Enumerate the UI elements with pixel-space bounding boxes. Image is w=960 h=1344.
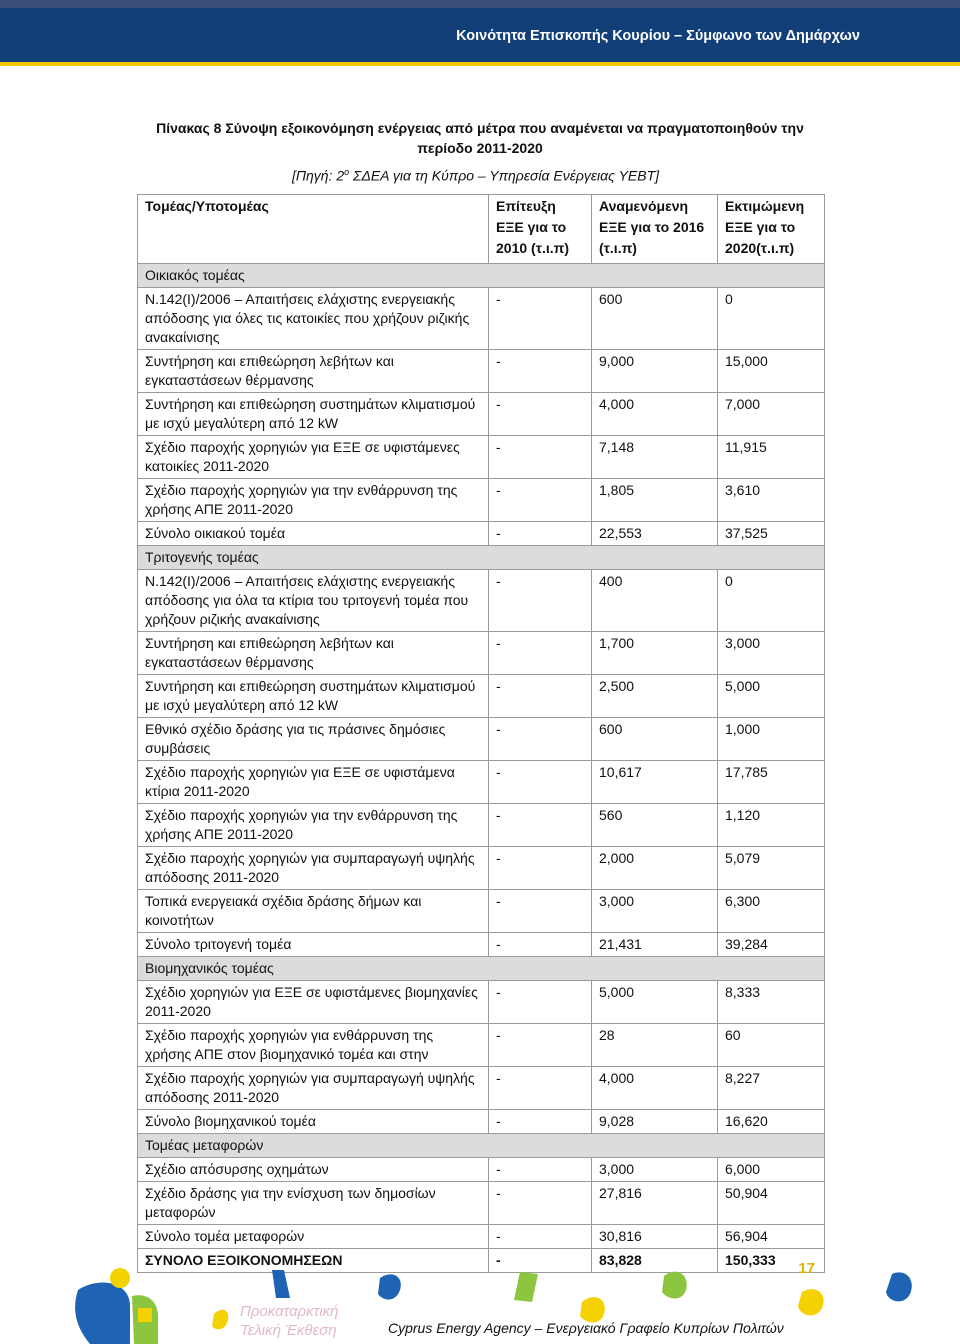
table-body (138, 195, 825, 1273)
value-2010-cell: - (489, 393, 592, 436)
value-2020-cell: 1,120 (718, 804, 825, 847)
top-strip (0, 0, 960, 8)
value-2016-cell: 600 (592, 718, 718, 761)
value-2020-cell: 11,915 (718, 436, 825, 479)
leaf-shape-6 (662, 1272, 687, 1299)
source-suffix: ΣΔΕΑ για τη Κύπρο – Υπηρεσία Ενέργειας ΥΕΒΤ] (349, 167, 660, 184)
value-2010-cell: - (489, 350, 592, 393)
draft-watermark (240, 1302, 339, 1340)
leaf-shape-4 (514, 1272, 538, 1302)
table-row (138, 1225, 825, 1249)
value-2016-cell: 400 (592, 570, 718, 632)
header-2016: Αναμενόμενη ΕΞΕ για το 2016 (τ.ι.π) (592, 195, 718, 264)
logo-yellow-dot (110, 1268, 130, 1288)
section-label: Βιομηχανικός τομέας (138, 957, 825, 981)
value-2016-cell: 7,148 (592, 436, 718, 479)
value-2010-cell: - (489, 570, 592, 632)
value-2010-cell: - (489, 1182, 592, 1225)
table-row (138, 288, 825, 350)
table-row (138, 847, 825, 890)
value-2020-cell: 7,000 (718, 393, 825, 436)
value-2010-cell: - (489, 675, 592, 718)
value-2020-cell: 5,000 (718, 675, 825, 718)
table-header-row (138, 195, 825, 264)
value-2010-cell: - (489, 1067, 592, 1110)
measure-cell: Σχέδιο παροχής χορηγιών για συμπαραγωγή υψηλής απόδοσης 2011-2020 (138, 1067, 489, 1110)
value-2016-cell: 9,000 (592, 350, 718, 393)
value-2010-cell: - (489, 804, 592, 847)
value-2020-cell: 37,525 (718, 522, 825, 546)
table-row (138, 1110, 825, 1134)
value-2020-cell: 1,000 (718, 718, 825, 761)
draft-line-1: Προκαταρκτική (240, 1303, 339, 1320)
caption-line-2: περίοδο 2011-2020 (417, 140, 543, 156)
leaf-shape-3 (378, 1274, 401, 1299)
value-2020-cell: 8,333 (718, 981, 825, 1024)
value-2016-cell: 83,828 (592, 1249, 718, 1273)
value-2016-cell: 5,000 (592, 981, 718, 1024)
logo-blue-shape (75, 1283, 130, 1344)
section-label: Τομέας μεταφορών (138, 1134, 825, 1158)
value-2016-cell: 30,816 (592, 1225, 718, 1249)
page-number: 17 (798, 1260, 815, 1277)
value-2020-cell: 39,284 (718, 933, 825, 957)
value-2020-cell: 16,620 (718, 1110, 825, 1134)
value-2010-cell: - (489, 632, 592, 675)
table-caption (120, 118, 840, 158)
table-row (138, 393, 825, 436)
section-row (138, 957, 825, 981)
value-2010-cell: - (489, 981, 592, 1024)
value-2016-cell: 4,000 (592, 393, 718, 436)
section-row (138, 264, 825, 288)
measure-cell: Συντήρηση και επιθεώρηση λεβήτων και εγκαταστάσεων θέρμανσης (138, 632, 489, 675)
measure-cell: Σχέδιο παροχής χορηγιών για συμπαραγωγή υψηλής απόδοσης 2011-2020 (138, 847, 489, 890)
measure-cell: Ν.142(Ι)/2006 – Απαιτήσεις ελάχιστης ενεργειακής απόδοσης για όλες τις κατοικίες που χρήζουν ριζικής ανακαίνισης (138, 288, 489, 350)
value-2016-cell: 9,028 (592, 1110, 718, 1134)
source-superscript: ο (344, 167, 350, 177)
value-2010-cell: - (489, 718, 592, 761)
value-2016-cell: 27,816 (592, 1182, 718, 1225)
measure-cell: Τοπικά ενεργειακά σχέδια δράσης δήμων και κοινοτήτων (138, 890, 489, 933)
table-row (138, 804, 825, 847)
value-2010-cell: - (489, 1249, 592, 1273)
value-2016-cell: 1,805 (592, 479, 718, 522)
table-source (292, 167, 659, 184)
value-2020-cell: 6,300 (718, 890, 825, 933)
logo-yellow-square (138, 1308, 152, 1322)
value-2010-cell: - (489, 761, 592, 804)
value-2010-cell: - (489, 847, 592, 890)
measure-cell: Σύνολο τριτογενή τομέα (138, 933, 489, 957)
table-row (138, 479, 825, 522)
table-row (138, 981, 825, 1024)
table-row (138, 1182, 825, 1225)
leaf-shape-2 (212, 1310, 228, 1330)
value-2020-cell: 8,227 (718, 1067, 825, 1110)
source-prefix: [Πηγή: 2 (292, 167, 345, 184)
measure-cell: Σχέδιο χορηγιών για ΕΞΕ σε υφιστάμενες βιομηχανίες 2011-2020 (138, 981, 489, 1024)
value-2010-cell: - (489, 1110, 592, 1134)
measure-cell: Εθνικό σχέδιο δράσης για τις πράσινες δημόσιες συμβάσεις (138, 718, 489, 761)
value-2010-cell: - (489, 1225, 592, 1249)
measure-cell: Συντήρηση και επιθεώρηση συστημάτων κλιματισμού με ισχύ μεγαλύτερη από 12 kW (138, 393, 489, 436)
table-row (138, 1158, 825, 1182)
value-2020-cell: 0 (718, 570, 825, 632)
value-2010-cell: - (489, 1158, 592, 1182)
header-2020: Εκτιμώμενη ΕΞΕ για το 2020(τ.ι.π) (718, 195, 825, 264)
table-row (138, 522, 825, 546)
value-2016-cell: 10,617 (592, 761, 718, 804)
value-2020-cell: 56,904 (718, 1225, 825, 1249)
value-2020-cell: 50,904 (718, 1182, 825, 1225)
measure-cell: Σχέδιο παροχής χορηγιών για ΕΞΕ σε υφιστάμενα κτίρια 2011-2020 (138, 761, 489, 804)
value-2010-cell: - (489, 1024, 592, 1067)
value-2020-cell: 3,610 (718, 479, 825, 522)
header-2010: Επίτευξη ΕΞΕ για το 2010 (τ.ι.π) (489, 195, 592, 264)
measure-cell: ΣΥΝΟΛΟ ΕΞΟΙΚΟΝΟΜΗΣΕΩΝ (138, 1249, 489, 1273)
table-row (138, 890, 825, 933)
table-row (138, 718, 825, 761)
value-2020-cell: 150,333 (718, 1249, 825, 1273)
measure-cell: Σύνολο βιομηχανικού τομέα (138, 1110, 489, 1134)
value-2016-cell: 21,431 (592, 933, 718, 957)
page-header (0, 8, 960, 62)
table-row (138, 570, 825, 632)
cyprus-energy-agency-logo (75, 1268, 158, 1344)
value-2016-cell: 2,000 (592, 847, 718, 890)
measure-cell: Σχέδιο παροχής χορηγιών για ενθάρρυνση της χρήσης ΑΠΕ στον βιομηχανικό τομέα και στην (138, 1024, 489, 1067)
header-accent-line (0, 62, 960, 66)
value-2020-cell: 15,000 (718, 350, 825, 393)
value-2010-cell: - (489, 933, 592, 957)
value-2016-cell: 28 (592, 1024, 718, 1067)
value-2016-cell: 3,000 (592, 890, 718, 933)
value-2020-cell: 5,079 (718, 847, 825, 890)
leaf-shape-7 (798, 1289, 824, 1315)
value-2016-cell: 1,700 (592, 632, 718, 675)
table-row (138, 1067, 825, 1110)
leaf-shape-8 (886, 1272, 912, 1301)
value-2010-cell: - (489, 890, 592, 933)
savings-table (137, 194, 825, 1273)
value-2010-cell: - (489, 522, 592, 546)
measure-cell: Σχέδιο παροχής χορηγιών για την ενθάρρυνση της χρήσης ΑΠΕ 2011-2020 (138, 479, 489, 522)
leaf-shape-5 (580, 1297, 605, 1322)
header-sector: Τομέας/Υποτομέας (138, 195, 489, 264)
value-2016-cell: 3,000 (592, 1158, 718, 1182)
measure-cell: Σύνολο τομέα μεταφορών (138, 1225, 489, 1249)
value-2016-cell: 600 (592, 288, 718, 350)
value-2020-cell: 0 (718, 288, 825, 350)
measure-cell: Σύνολο οικιακού τομέα (138, 522, 489, 546)
section-label: Οικιακός τομέας (138, 264, 825, 288)
section-row (138, 546, 825, 570)
value-2016-cell: 560 (592, 804, 718, 847)
measure-cell: Συντήρηση και επιθεώρηση συστημάτων κλιματισμού με ισχύ μεγαλύτερη από 12 kW (138, 675, 489, 718)
measure-cell: Σχέδιο δράσης για την ενίσχυση των δημοσίων μεταφορών (138, 1182, 489, 1225)
value-2010-cell: - (489, 479, 592, 522)
table-row (138, 675, 825, 718)
table-row (138, 933, 825, 957)
measure-cell: Σχέδιο παροχής χορηγιών για την ενθάρρυνση της χρήσης ΑΠΕ 2011-2020 (138, 804, 489, 847)
measure-cell: Σχέδιο απόσυρσης οχημάτων (138, 1158, 489, 1182)
value-2016-cell: 22,553 (592, 522, 718, 546)
measure-cell: Συντήρηση και επιθεώρηση λεβήτων και εγκαταστάσεων θέρμανσης (138, 350, 489, 393)
table-row (138, 436, 825, 479)
leaf-shape-1 (272, 1270, 290, 1298)
table-row (138, 632, 825, 675)
page-footer (0, 1262, 960, 1344)
measure-cell: Σχέδιο παροχής χορηγιών για ΕΞΕ σε υφιστάμενες κατοικίες 2011-2020 (138, 436, 489, 479)
draft-line-2: Τελική Έκθεση (240, 1322, 337, 1339)
table-row (138, 350, 825, 393)
section-row (138, 1134, 825, 1158)
table-row (138, 1024, 825, 1067)
measure-cell: Ν.142(Ι)/2006 – Απαιτήσεις ελάχιστης ενεργειακής απόδοσης για όλα τα κτίρια του τριτογενή τομέα που χρήζουν ριζικής ανακαίνισης (138, 570, 489, 632)
value-2010-cell: - (489, 436, 592, 479)
value-2020-cell: 17,785 (718, 761, 825, 804)
value-2010-cell: - (489, 288, 592, 350)
table-row (138, 761, 825, 804)
value-2020-cell: 6,000 (718, 1158, 825, 1182)
value-2020-cell: 60 (718, 1024, 825, 1067)
value-2016-cell: 4,000 (592, 1067, 718, 1110)
value-2020-cell: 3,000 (718, 632, 825, 675)
caption-line-1: Πίνακας 8 Σύνοψη εξοικονόμηση ενέργειας από μέτρα που αναμένεται να πραγματοποιηθούν την (156, 120, 804, 136)
section-label: Τριτογενής τομέας (138, 546, 825, 570)
footer-agency: Cyprus Energy Agency – Ενεργειακό Γραφείο Κυπρίων Πολιτών (388, 1320, 784, 1336)
header-title: Κοινότητα Επισκοπής Κουρίου – Σύμφωνο των Δημάρχων (456, 28, 860, 44)
value-2016-cell: 2,500 (592, 675, 718, 718)
